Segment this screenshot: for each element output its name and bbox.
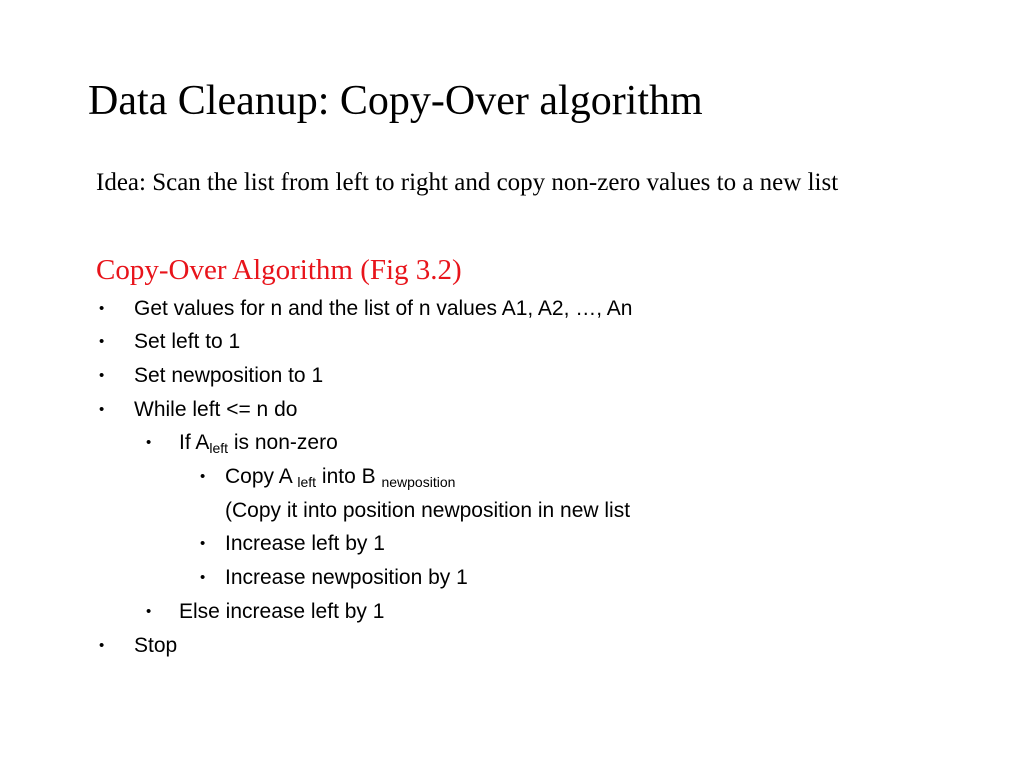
bullet-marker: • [99, 300, 105, 317]
copy-prefix: Copy A [225, 465, 298, 488]
step-get-values: Get values for n and the list of n values A1, A2, …, An [134, 297, 633, 320]
if-subscript: left [209, 440, 229, 456]
bullet-marker: • [200, 569, 206, 586]
bullet-marker: • [99, 367, 105, 384]
copy-middle: into B [316, 465, 382, 488]
step-else-branch: Else increase left by 1 [179, 600, 385, 623]
bullet-marker: • [99, 333, 105, 350]
step-set-newposition: Set newposition to 1 [134, 364, 324, 387]
step-copy-note: (Copy it into position newposition in new list [225, 499, 631, 522]
bullet-marker: • [146, 603, 152, 620]
step-set-left: Set left to 1 [134, 330, 241, 353]
slide-title: Data Cleanup: Copy-Over algorithm [88, 78, 703, 124]
step-while-loop: While left <= n do [134, 398, 298, 421]
copy-subscript-left: left [297, 474, 317, 490]
step-if-nonzero [179, 430, 338, 456]
if-suffix: is non-zero [228, 431, 338, 454]
bullet-marker: • [146, 434, 152, 451]
bullet-marker: • [99, 637, 105, 654]
step-stop: Stop [134, 634, 178, 657]
if-prefix: If A [179, 431, 210, 454]
copy-subscript-newposition: newposition [381, 474, 456, 490]
idea-text: Idea: Scan the list from left to right and copy non-zero values to a new list [96, 169, 839, 196]
bullet-marker: • [99, 401, 105, 418]
algorithm-heading: Copy-Over Algorithm (Fig 3.2) [96, 254, 462, 286]
step-increase-left: Increase left by 1 [225, 532, 385, 555]
step-increase-newposition: Increase newposition by 1 [225, 566, 468, 589]
bullet-marker: • [200, 535, 206, 552]
bullet-marker: • [200, 468, 206, 485]
step-copy [225, 464, 455, 490]
